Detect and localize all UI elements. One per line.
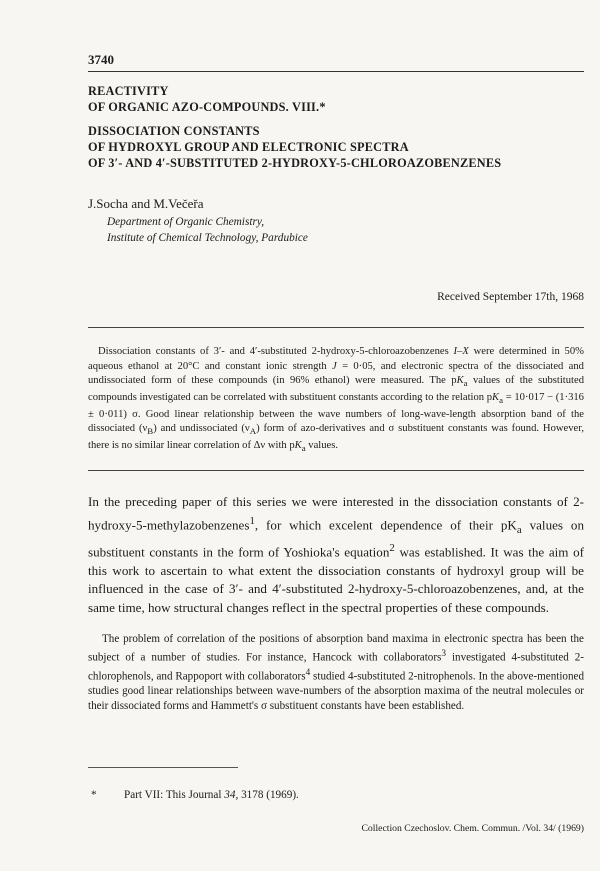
received-date: Received September 17th, 1968 — [437, 291, 584, 303]
main-title-line: DISSOCIATION CONSTANTS — [88, 124, 260, 138]
series-title-line: REACTIVITY — [88, 84, 169, 98]
main-title-line: OF 3′- AND 4′-SUBSTITUTED 2-HYDROXY-5-CHLOROAZOBENZENES — [88, 156, 502, 170]
affiliation — [107, 214, 308, 246]
affiliation-department: Department of Organic Chemistry, — [107, 216, 265, 228]
series-title-line: OF ORGANIC AZO-COMPOUNDS. VIII.* — [88, 100, 326, 114]
footnote-marker: * — [91, 789, 97, 801]
body-paragraph-2: The problem of correlation of the positions of absorption band maxima in electronic spectra has been the subject of a number of studies. For instance, Hancock with collaborators$^3$ investigated 4-substituted 2-chlorophenols, and Rappoport with collaborators$^4$ studied 4-substituted 2-nitrophenols. In the above-mentioned studies good linear relationships between wave-numbers of the absorption maxima of the neutral molecules or their dissociated forms and Hammett's σ substituent constants have been established. — [88, 633, 585, 713]
footnote: * Part VII: This Journal 34, 3178 (1969). — [91, 789, 299, 801]
abstract-rule-bottom — [88, 470, 584, 471]
authors: J.Socha and M.Večeřa — [88, 196, 204, 211]
journal-footer: Collection Czechoslov. Chem. Commun. /Vol. 34/ (1969) — [361, 823, 584, 834]
header-rule — [88, 71, 584, 72]
abstract: Dissociation constants of 3′- and 4′-substituted 2-hydroxy-5-chloroazobenzenes I–X were determined in 50% aqueous ethanol at 20°C and constant ionic strength J = 0·05, and electronic spectra of the dissociated and undissociated form of these compounds (in 96% ethanol) were measured. The $pK_a$ values of the substituted compounds investigated can be correlated with substituent constants according to the relation $pK_a = 10\cdot 017 - (1\cdot 316 \pm 0\cdot 011)$ σ. Good linear relationship between the wave numbers of long-wave-length absorption band of the dissociated $(\nu_B)$ and undissociated $(\nu_A)$ form of azo-derivatives and σ substituent constants was found. However, there is no similar linear correlation of Δν with $pK_a$ values. — [88, 346, 584, 453]
reference-marker: 3 — [441, 649, 446, 659]
reference-marker: 4 — [305, 667, 311, 678]
body-paragraph-1: In the preceding paper of this series we were interested in the dissociation constants of 2-hydroxy-5-methylazobenzenes$^1$, for which excelent dependence of their $pK_a$ values on substituent constants in the form of Yoshioka's equation$^2$ was established. It was the aim of this work to ascertain to what extent the dissociation constants of hydroxyl group will be influenced in the case of 3′- and 4′-substituted 2-hydroxy-5-chloroazobenzenes, and, at the same time, how structural changes reflect in the spectral properties of these compounds. — [88, 494, 584, 615]
reference-marker: 2 — [389, 541, 395, 554]
affiliation-institute: Institute of Chemical Technology, Pardubice — [107, 232, 308, 244]
footnote-rule — [88, 767, 238, 768]
reference-marker: 1 — [249, 514, 255, 527]
article-title — [88, 83, 588, 171]
abstract-rule-top — [88, 327, 584, 328]
main-title-line: OF HYDROXYL GROUP AND ELECTRONIC SPECTRA — [88, 140, 409, 154]
page-number: 3740 — [88, 52, 114, 67]
